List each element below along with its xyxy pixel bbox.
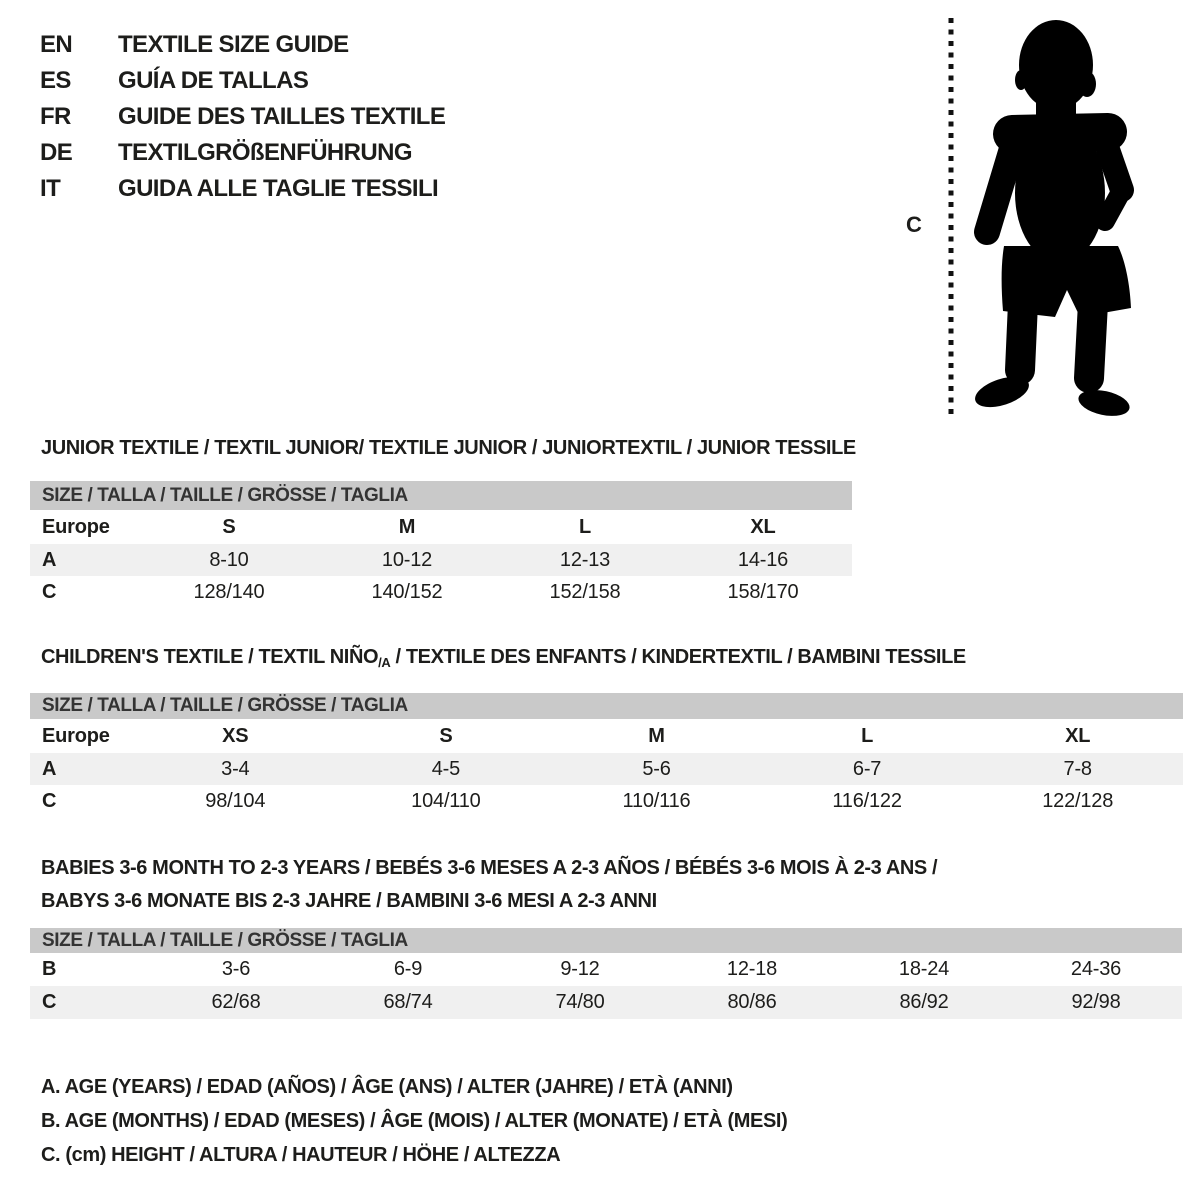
- table-cell: 80/86: [727, 991, 777, 1013]
- language-title: GUÍA DE TALLAS: [118, 67, 309, 94]
- table-cell: 6-7: [852, 757, 882, 780]
- table-cell: 158/170: [727, 580, 799, 603]
- table-row: [30, 753, 1183, 785]
- column-header: Europe: [42, 724, 110, 747]
- column-header: M: [648, 724, 665, 747]
- table-cell: 8-10: [209, 548, 249, 571]
- table-header-row: [30, 719, 1183, 753]
- column-header: L: [861, 724, 874, 747]
- height-measure-label: C: [906, 212, 922, 237]
- column-header: Europe: [42, 515, 110, 538]
- table-cell: 5-6: [642, 757, 671, 780]
- table-cell: 86/92: [899, 991, 949, 1013]
- size-header-bar: SIZE / TALLA / TAILLE / GRÖSSE / TAGLIA: [30, 928, 1182, 953]
- language-title: TEXTILE SIZE GUIDE: [118, 31, 349, 58]
- column-header: S: [439, 724, 453, 747]
- table-cell: 62/68: [211, 991, 261, 1013]
- language-code: ES: [40, 67, 71, 94]
- table-row: [30, 785, 1183, 817]
- language-code: DE: [40, 139, 73, 166]
- row-label: C: [42, 580, 57, 603]
- children-size-table: [30, 693, 1183, 817]
- legend-line-b: B. AGE (MONTHS) / EDAD (MESES) / ÂGE (MOIS) / ALTER (MONATE) / ETÀ (MESI): [41, 1110, 788, 1132]
- height-measure-dashed-line: [946, 16, 956, 418]
- legend-line-c: C. (cm) HEIGHT / ALTURA / HAUTEUR / HÖHE / ALTEZZA: [41, 1144, 561, 1166]
- language-title: TEXTILGRÖßENFÜHRUNG: [118, 139, 412, 166]
- table-row: [30, 544, 852, 576]
- size-header-bar: SIZE / TALLA / TAILLE / GRÖSSE / TAGLIA: [30, 481, 852, 510]
- table-cell: 3-4: [221, 757, 250, 780]
- table-cell: 12-18: [726, 958, 778, 980]
- row-label: A: [42, 757, 57, 780]
- table-cell: 10-12: [381, 548, 433, 571]
- row-label: C: [42, 991, 57, 1013]
- section-title-subscript: /A: [378, 655, 391, 670]
- table-row: [30, 986, 1182, 1019]
- table-cell: 3-6: [221, 958, 251, 980]
- row-label: C: [42, 789, 57, 812]
- column-header: M: [398, 515, 416, 538]
- table-cell: 68/74: [383, 991, 433, 1013]
- table-cell: 116/122: [832, 789, 902, 812]
- language-title: GUIDA ALLE TAGLIE TESSILI: [118, 175, 439, 202]
- section-title-line2: BABYS 3-6 MONATE BIS 2-3 JAHRE / BAMBINI 3-6 MESI A 2-3 ANNI: [41, 890, 657, 912]
- section-title-children: [41, 646, 966, 670]
- table-cell: 14-16: [737, 548, 789, 571]
- toddler-silhouette-icon: [966, 18, 1138, 416]
- row-label: A: [42, 548, 57, 571]
- section-title-junior: JUNIOR TEXTILE / TEXTIL JUNIOR/ TEXTILE JUNIOR / JUNIORTEXTIL / JUNIOR TESSILE: [41, 437, 856, 459]
- language-title-list: [40, 27, 445, 207]
- table-cell: 104/110: [411, 789, 481, 812]
- babies-size-table: [30, 928, 1182, 1019]
- language-code: EN: [40, 31, 73, 58]
- table-row: [30, 953, 1182, 986]
- table-header-row: [30, 510, 852, 544]
- table-cell: 122/128: [1042, 789, 1114, 812]
- table-cell: 7-8: [1063, 757, 1092, 780]
- table-cell: 98/104: [205, 789, 266, 812]
- section-title-line1: BABIES 3-6 MONTH TO 2-3 YEARS / BEBÉS 3-6 MESES A 2-3 AÑOS / BÉBÉS 3-6 MOIS À 2-3 ANS /: [41, 857, 938, 879]
- section-title-text: / TEXTILE DES ENFANTS / KINDERTEXTIL / BAMBINI TESSILE: [390, 646, 966, 668]
- legend-line-a: A. AGE (YEARS) / EDAD (AÑOS) / ÂGE (ANS) / ALTER (JAHRE) / ETÀ (ANNI): [41, 1076, 733, 1098]
- table-cell: 128/140: [193, 580, 265, 603]
- table-cell: 4-5: [431, 757, 461, 780]
- section-title-babies: [41, 852, 937, 918]
- section-title-text: CHILDREN'S TEXTILE / TEXTIL NIÑO: [41, 646, 379, 668]
- language-code: FR: [40, 103, 71, 130]
- measure-legend: [41, 1070, 787, 1172]
- language-title: GUIDE DES TAILLES TEXTILE: [118, 103, 446, 130]
- table-cell: 24-36: [1070, 958, 1122, 980]
- table-cell: 6-9: [393, 958, 423, 980]
- column-header: XL: [750, 515, 776, 538]
- table-cell: 12-13: [559, 548, 611, 571]
- table-cell: 152/158: [549, 580, 621, 603]
- language-code: IT: [40, 175, 61, 202]
- table-cell: 110/116: [622, 789, 691, 812]
- table-cell: 92/98: [1071, 991, 1121, 1013]
- table-cell: 18-24: [898, 958, 950, 980]
- table-row: [30, 576, 852, 608]
- table-cell: 74/80: [555, 991, 605, 1013]
- size-header-bar: SIZE / TALLA / TAILLE / GRÖSSE / TAGLIA: [30, 693, 1183, 719]
- junior-size-table: [30, 481, 852, 608]
- row-label: B: [42, 958, 57, 980]
- column-header: XL: [1065, 724, 1091, 747]
- column-header: L: [578, 515, 592, 538]
- column-header: S: [222, 515, 236, 538]
- table-cell: 9-12: [560, 958, 600, 980]
- table-cell: 140/152: [371, 580, 443, 603]
- column-header: XS: [222, 724, 249, 747]
